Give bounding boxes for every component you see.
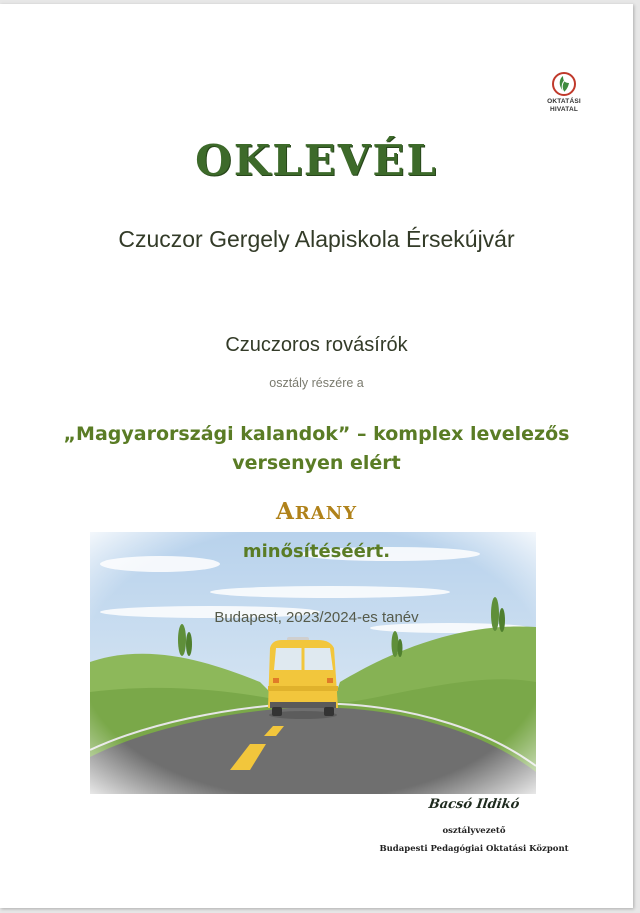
certificate-title: OKLEVÉL [195,136,438,185]
team-name: Czuczoros rovásírók [225,334,408,356]
school-name: Czuczor Gergely Alapiskola Érsekújvár [118,226,515,252]
signature: Bacsó Ildikó [427,797,521,812]
logo-text-line2: HIVATAL [549,106,579,113]
place-and-date: Budapest, 2023/2024-es tanév [214,609,419,626]
signer-role: osztályvezető [442,826,506,836]
competition-text [20,420,613,478]
award-level [0,498,633,525]
vignette [90,532,536,794]
award-level-initial: A [275,498,295,525]
award-level-rest: RANY [294,503,358,524]
certificate-page [0,4,633,908]
award-end-text: minősítéséért. [242,541,391,562]
oktatasi-hivatal-logo [536,70,592,114]
competition-line-2: versenyen elért [232,452,401,474]
road-trip-illustration [90,532,536,794]
competition-line-1: „Magyarországi kalandok” – komplex levelezős [63,423,570,445]
logo-emblem-icon [551,70,577,98]
signer-organization: Budapesti Pedagógiai Oktatási Központ [379,844,569,854]
for-class-text: osztály részére a [269,376,364,390]
logo-text-line1: OKTATÁSI [547,98,581,105]
